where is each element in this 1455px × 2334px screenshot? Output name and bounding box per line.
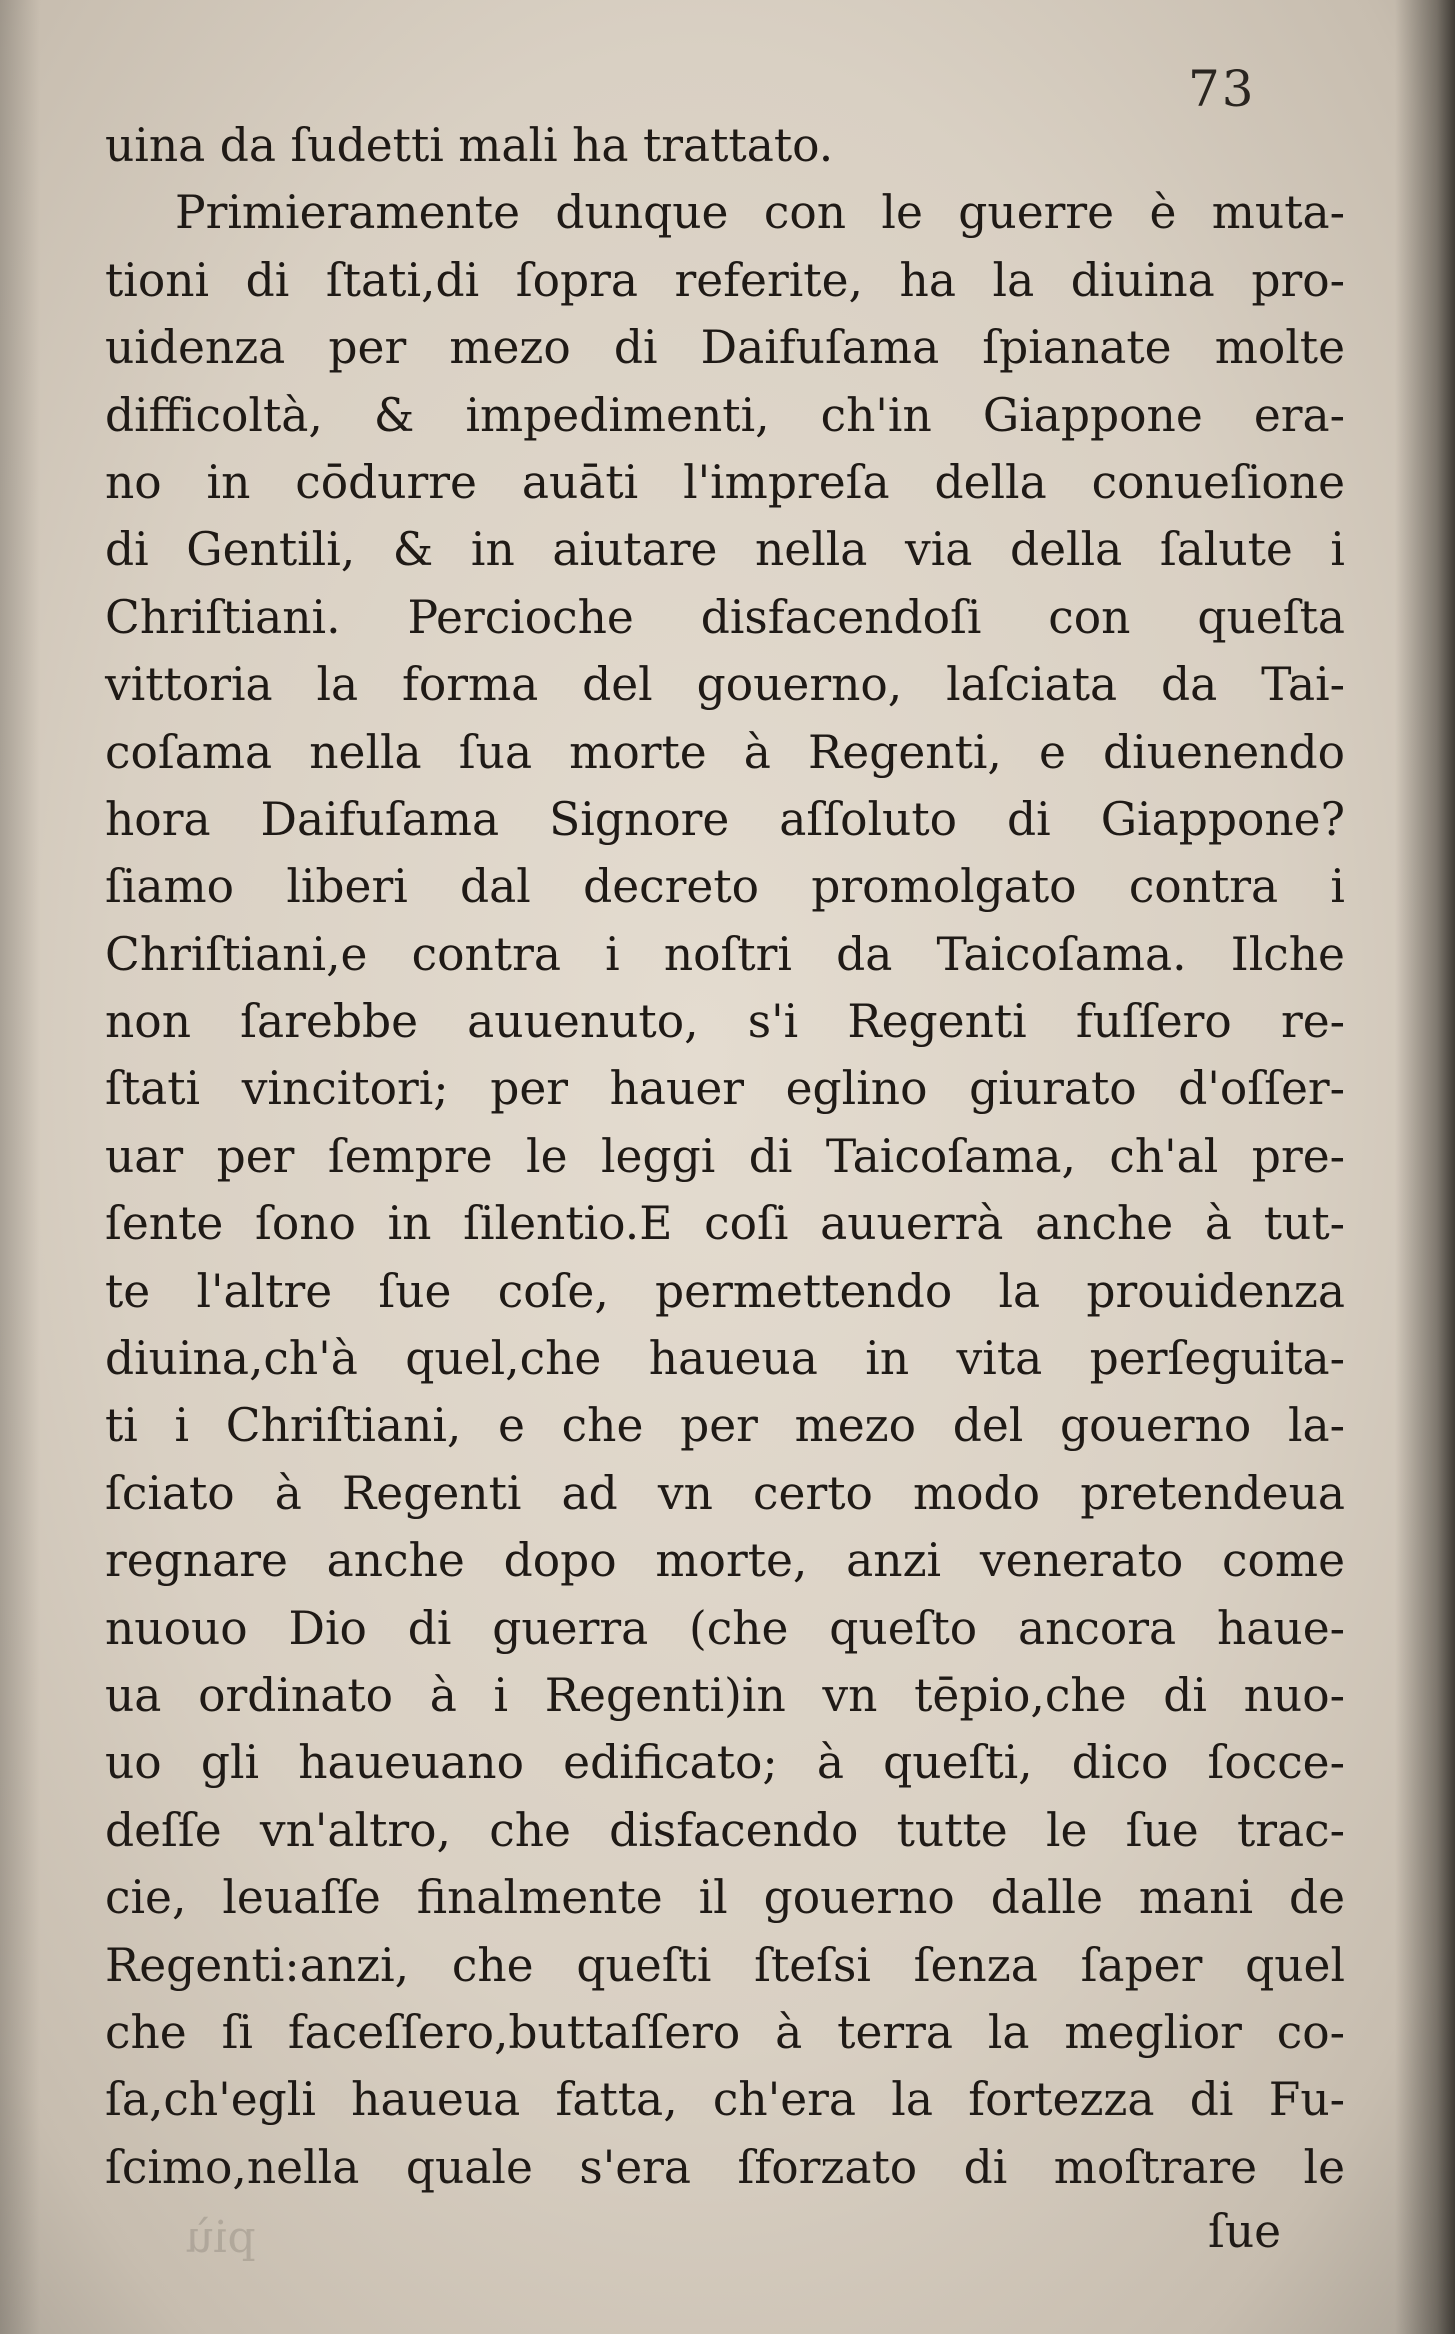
- text-line: Chriſtiani,e contra i noſtri da Taicoſama. Ilche: [105, 927, 1345, 981]
- body-text: [105, 112, 1345, 2201]
- catchword: ſue: [1208, 2205, 1282, 2258]
- text-line: uar per ſempre le leggi di Taicoſama, ch'al pre-: [105, 1129, 1345, 1183]
- text-line: ſcimo,nella quale s'era ſforzato di moſtrare le: [105, 2140, 1345, 2194]
- text-line: cie, leuaſſe finalmente il gouerno dalle mani de: [105, 1871, 1345, 1925]
- text-line: ſente ſono in ſilentio.E coſi auuerrà anche à tut-: [105, 1197, 1345, 1251]
- text-line: nuouo Dio di guerra (che queſto ancora haue-: [105, 1601, 1345, 1655]
- scan-border-right: [1395, 0, 1455, 2334]
- page-number: 73: [1188, 60, 1256, 118]
- text-line: di Gentili, & in aiutare nella via della ſalute i: [105, 523, 1345, 577]
- text-line: difficoltà, & impedimenti, ch'in Giappone era-: [105, 388, 1345, 442]
- text-line: no in cōdurre auāti l'impreſa della conueſione: [105, 455, 1345, 509]
- text-line: Chriſtiani. Percioche disfacendoſi con queſta: [105, 590, 1345, 644]
- text-line: Regenti:anzi, che queſti ſteſsi ſenza ſaper quel: [105, 1938, 1345, 1992]
- text-line: Primieramente dunque con le guerre è muta-: [175, 186, 1345, 240]
- text-line: regnare anche dopo morte, anzi venerato come: [105, 1534, 1345, 1588]
- text-line: uina da ſudetti mali ha trattato.: [105, 119, 834, 172]
- text-line: tioni di ſtati,di ſopra referite, ha la diuina pro-: [105, 253, 1345, 307]
- text-line: uo gli haueuano edificato; à queſti, dico ſocce-: [105, 1736, 1345, 1790]
- page-edge-left: [0, 0, 40, 2334]
- text-line: te l'altre ſue coſe, permettendo la prouidenza: [105, 1264, 1345, 1318]
- text-line: deſſe vn'altro, che disfacendo tutte le ſue trac-: [105, 1803, 1345, 1857]
- text-line: non ſarebbe auuenuto, s'i Regenti fuſſero re-: [105, 995, 1345, 1049]
- text-line: hora Daifuſama Signore aſſoluto di Giappone?: [105, 792, 1345, 846]
- text-line: ſa,ch'egli haueua fatta, ch'era la fortezza di Fu-: [105, 2073, 1345, 2127]
- text-line: ſciato à Regenti ad vn certo modo pretendeua: [105, 1466, 1345, 1520]
- text-line: vittoria la forma del gouerno, laſciata da Tai-: [105, 658, 1345, 712]
- text-line: ua ordinato à i Regenti)in vn tēpio,che di nuo-: [105, 1668, 1345, 1722]
- text-line: ſtati vincitori; per hauer eglino giurato d'oſſer-: [105, 1062, 1345, 1116]
- text-line: ſiamo liberi dal decreto promolgato contra i: [105, 860, 1345, 914]
- text-line: ti i Chriſtiani, e che per mezo del gouerno la-: [105, 1399, 1345, 1453]
- text-line: coſama nella ſua morte à Regenti, e diuenendo: [105, 725, 1345, 779]
- text-line: uidenza per mezo di Daifuſama ſpianate molte: [105, 321, 1345, 375]
- text-line: che ſi faceſſero,buttaſſero à terra la meglior co-: [105, 2005, 1345, 2059]
- bleed-through-text: più: [185, 2212, 256, 2263]
- text-line: diuina,ch'à quel,che haueua in vita perſeguita-: [105, 1332, 1345, 1386]
